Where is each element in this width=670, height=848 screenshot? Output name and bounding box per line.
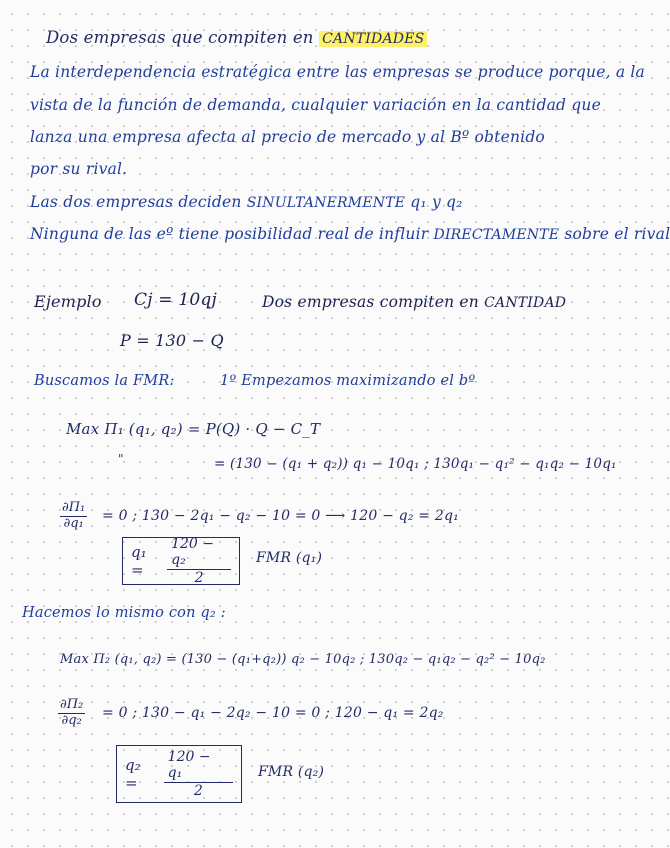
derivative-1-equation: = 0 ; 130 − 2q₁ − q₂ − 10 = 0 ⟶ 120 − q₂ = 2q₁	[102, 508, 459, 524]
fmr2-box	[116, 745, 242, 803]
derivative-1-numerator: ∂Π₁	[62, 500, 86, 515]
derivative-2-equation: = 0 ; 130 − q₁ − 2q₂ − 10 = 0 ; 120 − q₁ = 2q₂	[102, 705, 444, 721]
fmr1-numerator: 120 − q₂	[167, 536, 231, 569]
simultaneous-prefix: Las dos empresas deciden	[30, 193, 242, 211]
influence-line	[30, 225, 670, 243]
max-firm1-line1: Max Π₁ (q₁, q₂) = P(Q) · Q − C_T	[66, 420, 321, 438]
fmr2-denominator: 2	[193, 782, 203, 799]
derivative-1-denominator: ∂q₁	[63, 515, 84, 531]
influence-suffix: sobre el rival	[564, 225, 670, 243]
fmr2-lhs: q₂ =	[125, 756, 141, 792]
simultaneous-suffix: q₁ y q₂	[410, 193, 463, 211]
influence-prefix: Ninguna de las eº tiene posibilidad real de influir	[30, 225, 429, 243]
example-label: Ejemplo	[34, 292, 102, 311]
example-desc-caps: CANTIDAD	[484, 295, 567, 311]
title-highlight: CANTIDADES	[319, 31, 427, 47]
page-title	[46, 28, 427, 47]
intro-line-4: por su rival.	[30, 160, 128, 178]
max-firm1-line2: = (130 − (q₁ + q₂)) q₁ − 10q₁ ; 130q₁ − q₁² − q₁q₂ − 10q₁	[214, 456, 617, 472]
fmr2-numerator: 120 − q₁	[164, 749, 233, 782]
fmr-step: 1º Empezamos maximizando el bº	[220, 373, 476, 389]
fmr-search: Buscamos la FMR:	[34, 373, 175, 389]
cost-function: Cj = 10qj	[134, 290, 217, 310]
fmr2-fraction	[164, 749, 233, 798]
demand-function: P = 130 − Q	[120, 331, 224, 350]
example-desc-prefix: Dos empresas compiten en	[262, 293, 479, 311]
fmr1-label: FMR (q₁)	[256, 550, 323, 566]
influence-caps: DIRECTAMENTE	[433, 227, 560, 243]
intro-line-1: La interdependencia estratégica entre las empresas se produce porque, a la	[30, 63, 645, 81]
fmr1-lhs: q₁ =	[131, 543, 147, 579]
same-var: q₂ :	[200, 605, 226, 621]
intro-line-3: lanza una empresa afecta al precio de mercado y al Bº obtenido	[30, 128, 545, 146]
simultaneous-line	[30, 193, 463, 211]
simultaneous-caps: SINULTANERMENTE	[246, 195, 406, 211]
fmr1-fraction	[167, 536, 231, 585]
derivative-2-denominator: ∂q₂	[61, 712, 82, 728]
intro-line-2: vista de la función de demanda, cualquier variación en la cantidad que	[30, 96, 601, 114]
max-firm2: Max Π₂ (q₁, q₂) = (130 − (q₁+q₂)) q₂ − 10q₂ ; 130q₂ − q₁q₂ − q₂² − 10q₂	[60, 652, 546, 667]
same-prefix: Hacemos lo mismo con	[22, 605, 196, 621]
derivative-1	[60, 501, 87, 532]
derivative-2	[58, 698, 85, 729]
title-text: Dos empresas que compiten en	[46, 28, 314, 47]
example-description	[262, 293, 566, 311]
fmr2-label: FMR (q₂)	[258, 764, 325, 780]
derivative-2-numerator: ∂Π₂	[60, 697, 84, 712]
fmr1-box	[122, 537, 240, 585]
ditto-mark: "	[118, 452, 124, 466]
same-line	[22, 605, 226, 621]
fmr1-denominator: 2	[194, 569, 204, 586]
